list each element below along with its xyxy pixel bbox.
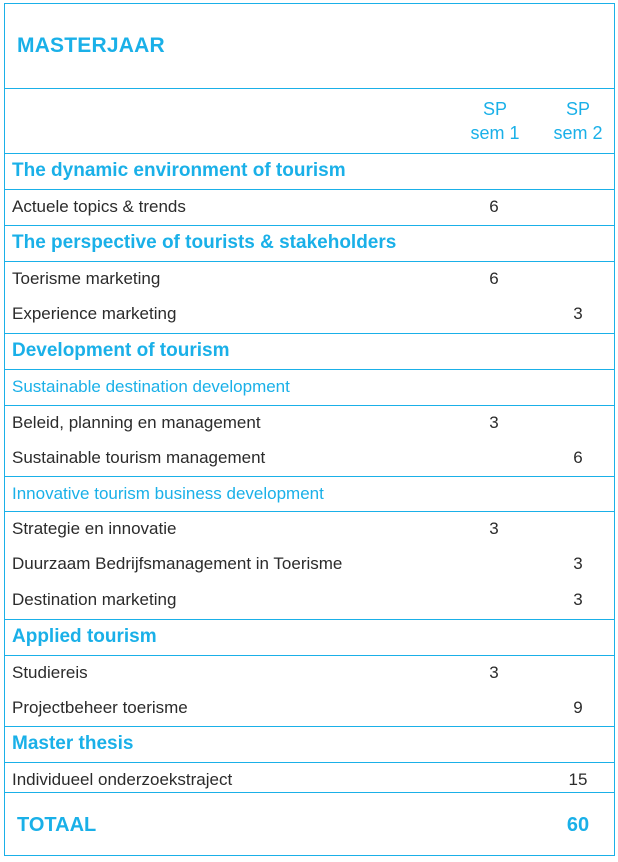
section-label: Master thesis	[12, 733, 134, 754]
study-program-table	[4, 3, 615, 856]
table-row	[5, 261, 614, 296]
sem2-credits: 3	[573, 590, 583, 609]
column-header-sem2-line1: SP	[565, 99, 590, 119]
course-name: Actuele topics & trends	[12, 197, 186, 216]
section-heading	[5, 333, 614, 368]
sem1-credits: 3	[489, 519, 499, 538]
table-row	[5, 691, 614, 726]
sem2-credits: 15	[568, 770, 588, 789]
divider	[5, 792, 614, 793]
table-row	[5, 511, 614, 546]
sem2-credits: 6	[573, 448, 583, 467]
sem1-credits: 6	[489, 269, 499, 288]
table-row	[5, 583, 614, 618]
section-label: The perspective of tourists & stakeholders	[12, 232, 397, 253]
table-row	[5, 441, 614, 476]
section-heading	[5, 726, 614, 761]
table-title: MASTERJAAR	[17, 34, 165, 57]
sem1-credits: 6	[489, 197, 499, 216]
divider	[5, 88, 614, 89]
sem1-credits: 3	[489, 663, 499, 682]
table-row	[5, 297, 614, 332]
section-heading	[5, 153, 614, 188]
course-name: Strategie en innovatie	[12, 519, 177, 538]
course-name: Destination marketing	[12, 590, 177, 609]
total-value: 60	[566, 814, 590, 836]
table-row	[5, 547, 614, 582]
course-name: Experience marketing	[12, 304, 177, 323]
subsection-heading	[5, 476, 614, 511]
subsection-label: Innovative tourism business development	[12, 484, 324, 503]
section-heading	[5, 619, 614, 654]
subsection-heading	[5, 369, 614, 404]
section-heading	[5, 225, 614, 260]
section-label: Development of tourism	[12, 340, 230, 361]
column-header-sem1-line2: sem 1	[470, 123, 520, 143]
total-label: TOTAAL	[17, 814, 97, 836]
course-name: Sustainable tourism management	[12, 448, 266, 467]
column-header-sem2	[538, 97, 618, 145]
table-row	[5, 655, 614, 690]
table-row	[5, 189, 614, 224]
course-name: Duurzaam Bedrijfsmanagement in Toerisme	[12, 554, 343, 573]
course-name: Beleid, planning en management	[12, 413, 261, 432]
section-label: Applied tourism	[12, 626, 157, 647]
course-name: Individueel onderzoekstraject	[12, 770, 233, 789]
sem2-credits: 9	[573, 698, 583, 717]
course-name: Toerisme marketing	[12, 269, 161, 288]
column-header-sem1	[455, 97, 535, 145]
subsection-label: Sustainable destination development	[12, 377, 290, 396]
sem2-credits: 3	[573, 554, 583, 573]
section-label: The dynamic environment of tourism	[12, 160, 346, 181]
sem1-credits: 3	[489, 413, 499, 432]
course-name: Studiereis	[12, 663, 88, 682]
column-header-sem1-line1: SP	[482, 99, 507, 119]
table-row	[5, 405, 614, 440]
column-header-sem2-line2: sem 2	[553, 123, 603, 143]
sem2-credits: 3	[573, 304, 583, 323]
course-name: Projectbeheer toerisme	[12, 698, 188, 717]
